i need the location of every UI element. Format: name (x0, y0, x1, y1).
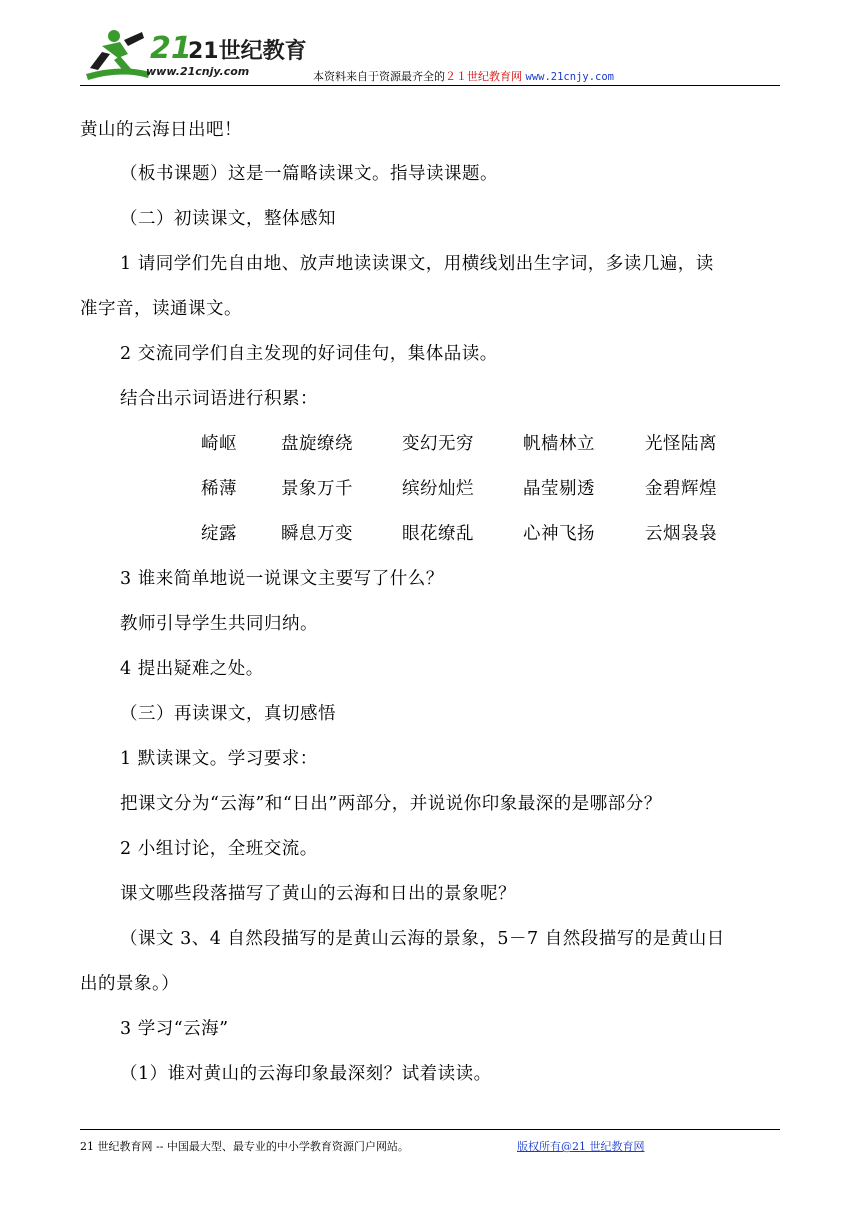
footer-divider (80, 1129, 780, 1130)
text-line: 课文哪些段落描写了黄山的云海和日出的景象呢？ (120, 884, 516, 904)
vocab-word: 缤纷灿烂 (402, 479, 474, 499)
text-line: 1 请同学们先自由地、放声地读读课文，用横线划出生字词，多读几遍，读 (120, 254, 714, 274)
text-line: 黄山的云海日出吧！ (80, 120, 242, 140)
text-line: 2 交流同学们自主发现的好词佳句，集体品读。 (120, 344, 498, 364)
header-source-prefix: 本资料来自于资源最齐全的 (313, 70, 445, 83)
header-source-name: ２１世纪教育网 (445, 70, 522, 83)
text-line: （课文 3、4 自然段描写的是黄山云海的景象，5－7 自然段描写的是黄山日 (120, 929, 725, 949)
vocab-word: 光怪陆离 (645, 434, 717, 454)
section-heading: （二）初读课文，整体感知 (120, 209, 336, 229)
vocab-word: 变幻无穷 (402, 434, 474, 454)
footer-text: 21 世纪教育网 -- 中国最大型、最专业的中小学教育资源门户网站。 (80, 1140, 409, 1153)
vocab-word: 瞬息万变 (281, 524, 353, 544)
header-source-url[interactable]: www.21cnjy.com (525, 71, 615, 83)
text-line: 把课文分为“云海”和“日出”两部分，并说说你印象最深的是哪部分？ (120, 794, 662, 814)
text-line: 3 谁来简单地说一说课文主要写了什么？ (120, 569, 444, 589)
vocab-word: 崎岖 (201, 434, 237, 454)
logo-runner-icon (80, 24, 307, 84)
vocab-word: 稀薄 (201, 479, 237, 499)
footer-copyright-link[interactable]: 版权所有@21 世纪教育网 (517, 1140, 645, 1153)
text-line: 准字音，读通课文。 (80, 299, 242, 319)
text-line: （1）谁对黄山的云海印象最深刻？试着读读。 (120, 1064, 492, 1084)
svg-text:www.21cnjy.com: www.21cnjy.com (146, 65, 250, 78)
vocab-word: 晶莹剔透 (523, 479, 595, 499)
vocab-word: 景象万千 (281, 479, 353, 499)
text-line: 结合出示词语进行积累： (120, 389, 318, 409)
text-line: 3 学习“云海” (120, 1019, 229, 1039)
vocab-word: 眼花缭乱 (402, 524, 474, 544)
vocab-word: 金碧辉煌 (645, 479, 717, 499)
text-line: 1 默读课文。学习要求： (120, 749, 318, 769)
vocab-word: 盘旋缭绕 (281, 434, 353, 454)
site-logo[interactable] (80, 24, 307, 84)
svg-text:21世纪教育: 21世纪教育 (188, 39, 307, 64)
vocab-word: 帆樯林立 (523, 434, 595, 454)
text-line: （板书课题）这是一篇略读课文。指导读课题。 (120, 164, 498, 184)
text-line: 4 提出疑难之处。 (120, 659, 264, 679)
text-line: 2 小组讨论，全班交流。 (120, 839, 318, 859)
text-line: 教师引导学生共同归纳。 (120, 614, 318, 634)
header-source-text (313, 68, 614, 84)
vocab-word: 心神飞扬 (523, 524, 595, 544)
section-heading: （三）再读课文，真切感悟 (120, 704, 336, 724)
vocab-word: 云烟袅袅 (645, 524, 717, 544)
svg-text:21: 21 (150, 31, 192, 66)
vocab-word: 绽露 (201, 524, 237, 544)
page-header (80, 24, 780, 86)
text-line: 出的景象。） (80, 974, 180, 994)
header-divider (80, 85, 780, 86)
